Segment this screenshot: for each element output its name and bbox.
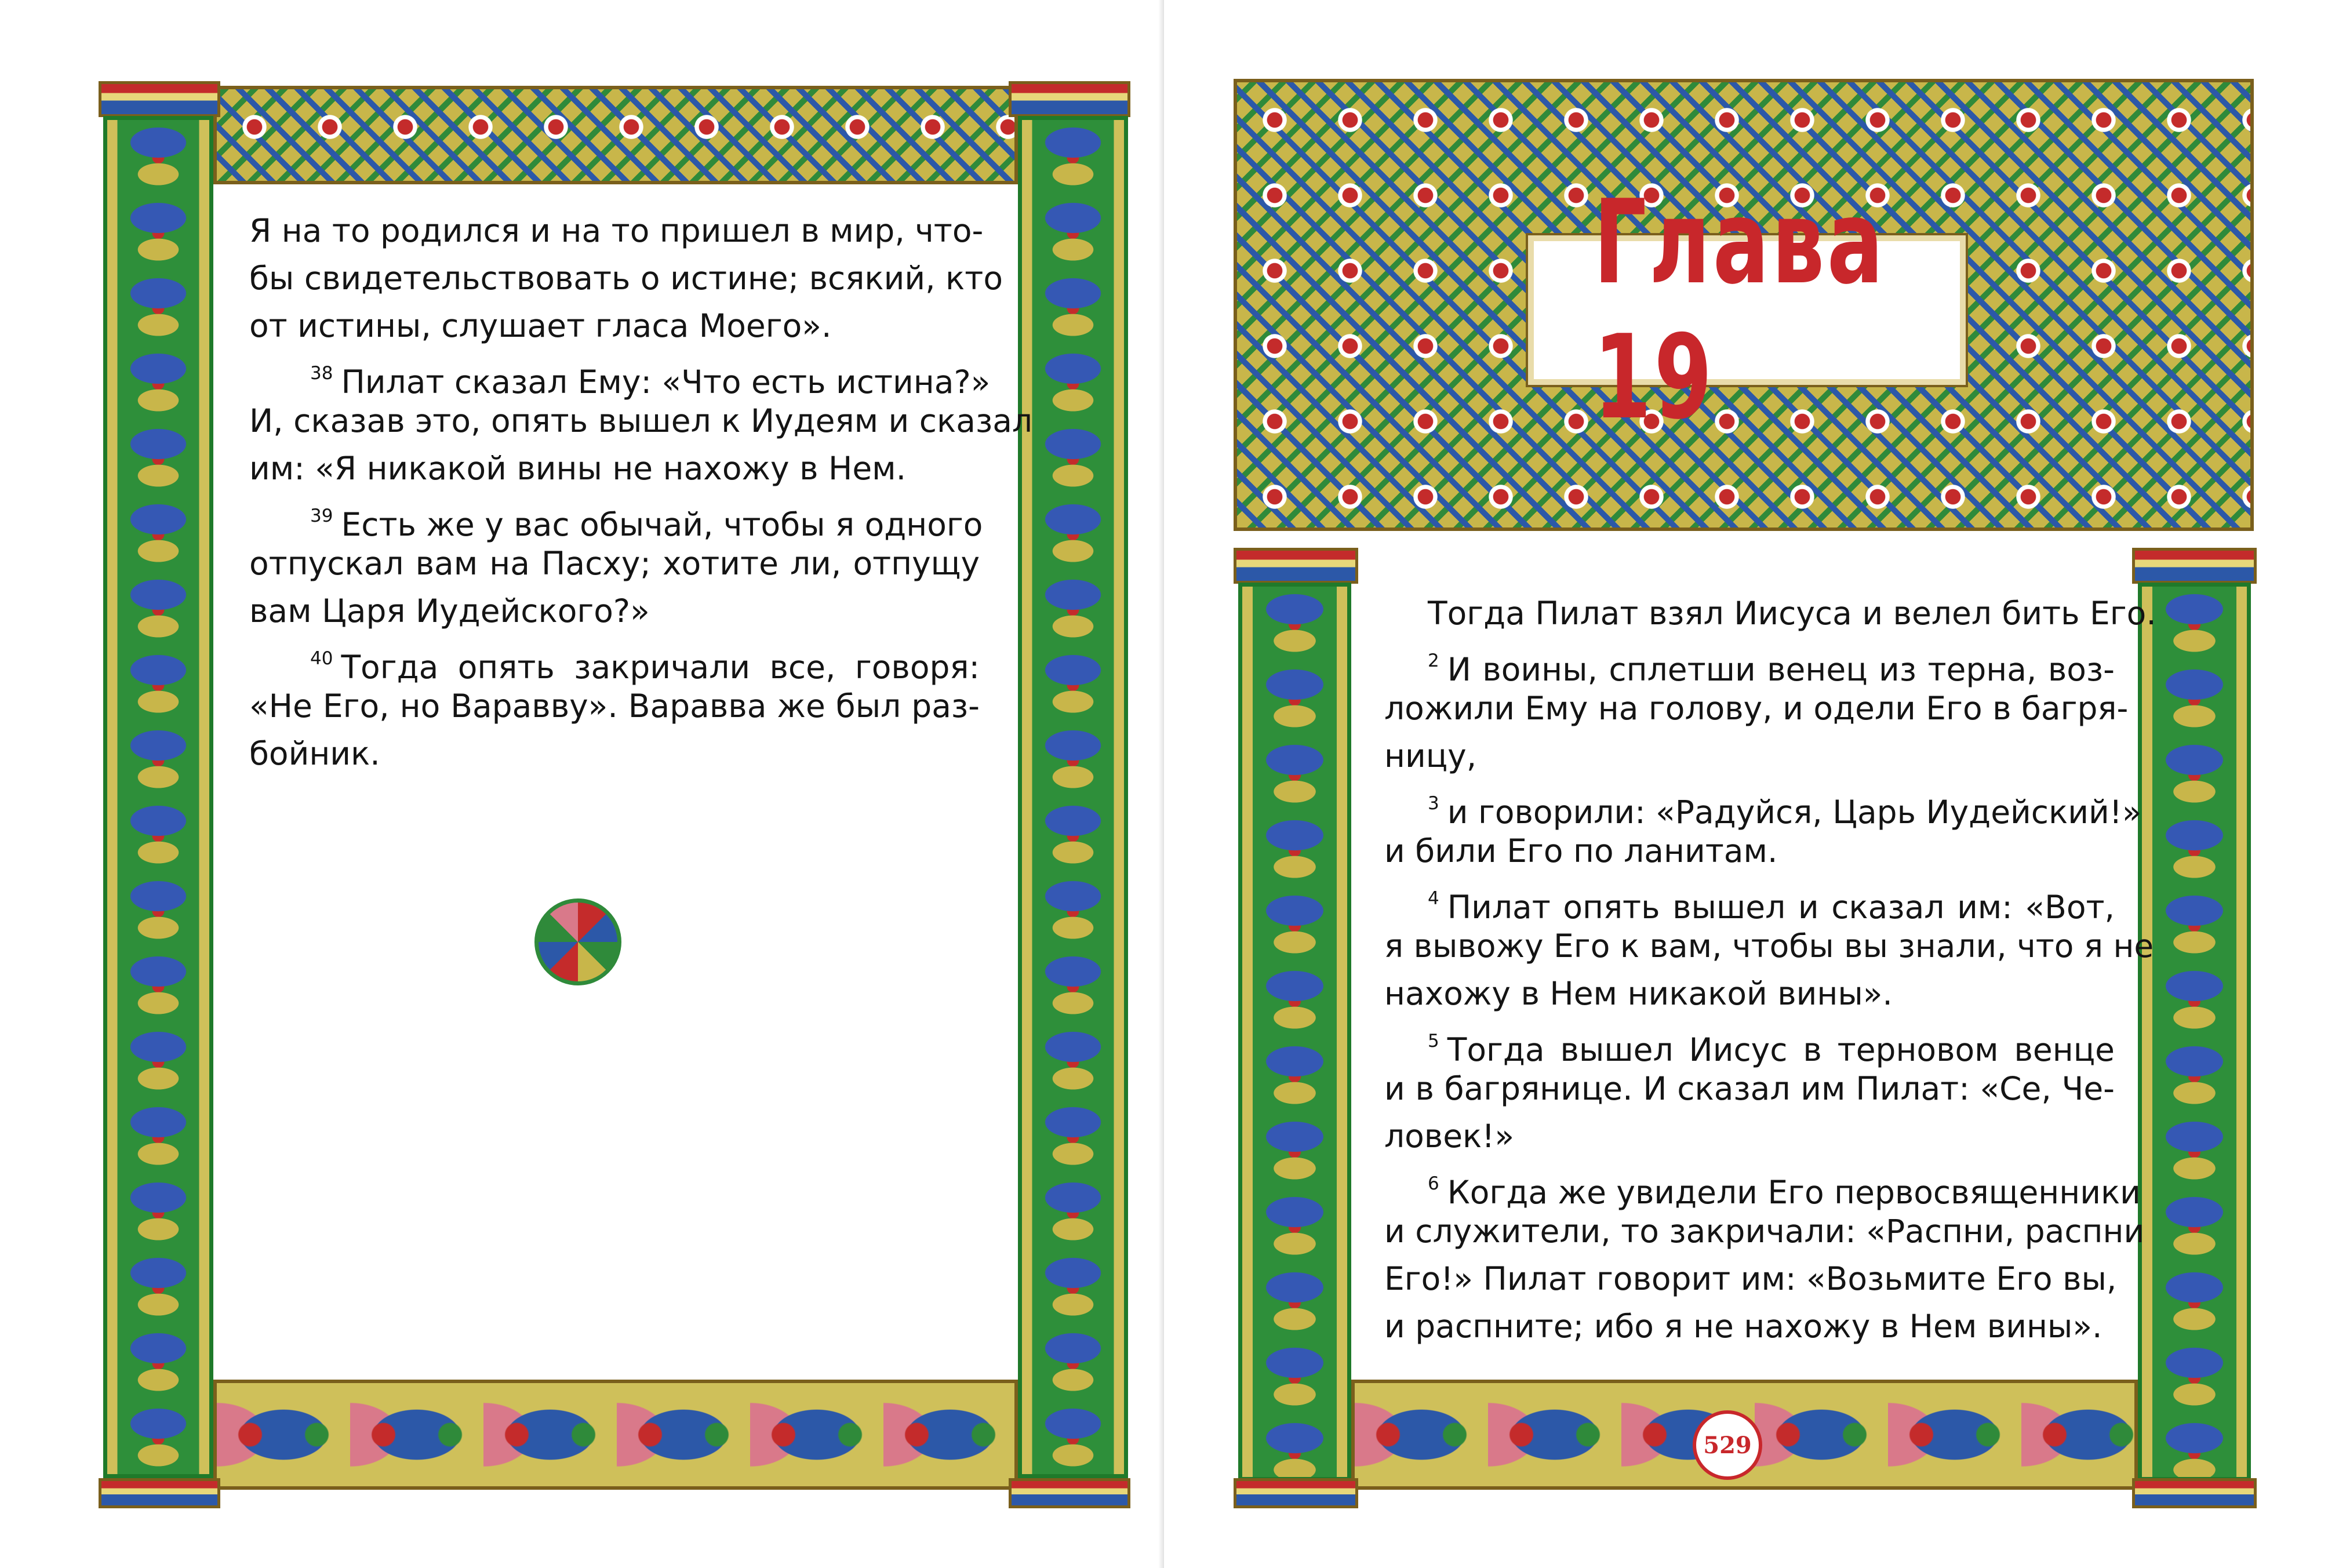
chapter-title: Глава 19 [1593, 175, 1886, 445]
verse-number: 38 [310, 363, 333, 384]
verse-text: Есть же у вас обычай, чтобы я одного [341, 506, 983, 543]
right-page-text [1384, 595, 2156, 1361]
left-top-left-capital [99, 81, 220, 117]
text-line [1384, 927, 2154, 965]
verse-text: Тогда Пилат взял Иисуса и велел бить Его. [1428, 595, 2156, 632]
verse-text: Я на то родился и на то пришел в мир, что- [249, 212, 984, 249]
left-bottom-left-base [99, 1478, 220, 1508]
text-line [1384, 738, 2115, 773]
text-line [1384, 1213, 2145, 1250]
verse-number: 2 [1428, 650, 1439, 671]
text-line [310, 641, 980, 685]
text-line [249, 308, 980, 343]
text-line [249, 402, 1033, 439]
text-line [1428, 643, 2115, 687]
right-left-ornament-column [1238, 583, 1351, 1481]
page-number: 529 [1703, 1431, 1752, 1459]
right-right-ornament-column [2138, 583, 2251, 1481]
text-line [1384, 976, 2115, 1011]
text-line [249, 546, 980, 581]
text-line [1428, 786, 2142, 831]
page-number-badge [1693, 1410, 1762, 1480]
verse-text: я вывожу Его к вам, чтобы вы знали, что я не [1384, 927, 2154, 965]
chapter-title-frame [1528, 175, 1966, 445]
right-top-left-capital [1234, 548, 1358, 584]
left-left-ornament-column [103, 116, 213, 1478]
text-line [249, 736, 980, 771]
verse-text: ложили Ему на голову, и одели Его в багря- [1384, 690, 2129, 727]
text-line [1384, 834, 2115, 868]
right-bottom-left-base [1234, 1478, 1358, 1508]
text-line [249, 451, 980, 486]
text-line [1428, 1024, 2115, 1067]
verse-text: от истины, слушает гласа Моего». [249, 307, 832, 344]
left-bottom-right-base [1009, 1478, 1130, 1508]
verse-text: ловек!» [1384, 1118, 1514, 1155]
verse-text: бы свидетельствовать о истине; всякий, кто [249, 260, 1003, 297]
verse-text: Когда же увидели Его первосвященники [1447, 1174, 2141, 1211]
verse-text: «Не Его, но Варавву». Варавва же был раз- [249, 687, 980, 725]
verse-text: Пилат опять вышел и сказал им: «Вот, [1447, 889, 2115, 926]
verse-number: 39 [310, 505, 333, 526]
verse-text: нахожу в Нем никакой вины». [1384, 975, 1893, 1012]
verse-text: И воины, сплетши венец из терна, воз- [1447, 651, 2115, 688]
verse-text: И, сказав это, опять вышел к Иудеям и сказал [249, 402, 1033, 439]
verse-number: 6 [1428, 1173, 1439, 1194]
verse-text: вам Царя Иудейского?» [249, 592, 650, 630]
text-line [249, 212, 984, 249]
text-line [1384, 1261, 2115, 1296]
left-bottom-ornament-band [213, 1380, 1018, 1490]
verse-number: 40 [310, 648, 333, 669]
left-top-ornament-band [213, 86, 1018, 184]
verse-text: и распните; ибо я не нахожу в Нем вины». [1384, 1308, 2103, 1345]
text-line [1384, 1309, 2115, 1344]
text-line [249, 260, 1003, 297]
left-right-ornament-column [1018, 116, 1128, 1478]
text-line [249, 594, 980, 628]
verse-number: 5 [1428, 1031, 1439, 1052]
verse-text: отпускал вам на Пасху; хотите ли, отпущу [249, 545, 980, 582]
text-line [310, 499, 983, 543]
rosette-ornament-icon [534, 898, 621, 985]
text-line [310, 356, 991, 401]
text-line [249, 689, 980, 723]
text-line [1384, 690, 2129, 727]
text-line [1384, 1119, 2115, 1154]
left-page-text [249, 212, 1033, 781]
text-line [1384, 1071, 2115, 1106]
text-line [1428, 1166, 2141, 1211]
right-top-right-capital [2132, 548, 2257, 584]
verse-text: Пилат сказал Ему: «Что есть истина?» [341, 363, 991, 401]
verse-text: Тогда вышел Иисус в терновом венце [1447, 1031, 2115, 1068]
verse-text: и били Его по ланитам. [1384, 832, 1778, 870]
text-line [1428, 881, 2115, 925]
left-top-right-capital [1009, 81, 1130, 117]
verse-text: и говорили: «Радуйся, Царь Иудейский!» [1447, 794, 2142, 831]
verse-number: 4 [1428, 888, 1439, 909]
text-line [1428, 595, 2156, 632]
verse-text: Его!» Пилат говорит им: «Возьмите Его вы, [1384, 1260, 2117, 1297]
verse-text: Тогда опять закричали все, говоря: [341, 649, 980, 686]
verse-text: бойник. [249, 735, 380, 772]
verse-text: и служители, то закричали: «Распни, распни [1384, 1213, 2145, 1250]
right-bottom-right-base [2132, 1478, 2257, 1508]
verse-text: и в багрянице. И сказал им Пилат: «Се, Че- [1384, 1070, 2115, 1107]
verse-number: 3 [1428, 793, 1439, 814]
verse-text: им: «Я никакой вины не нахожу в Нем. [249, 450, 907, 487]
verse-text: ницу, [1384, 737, 1477, 774]
